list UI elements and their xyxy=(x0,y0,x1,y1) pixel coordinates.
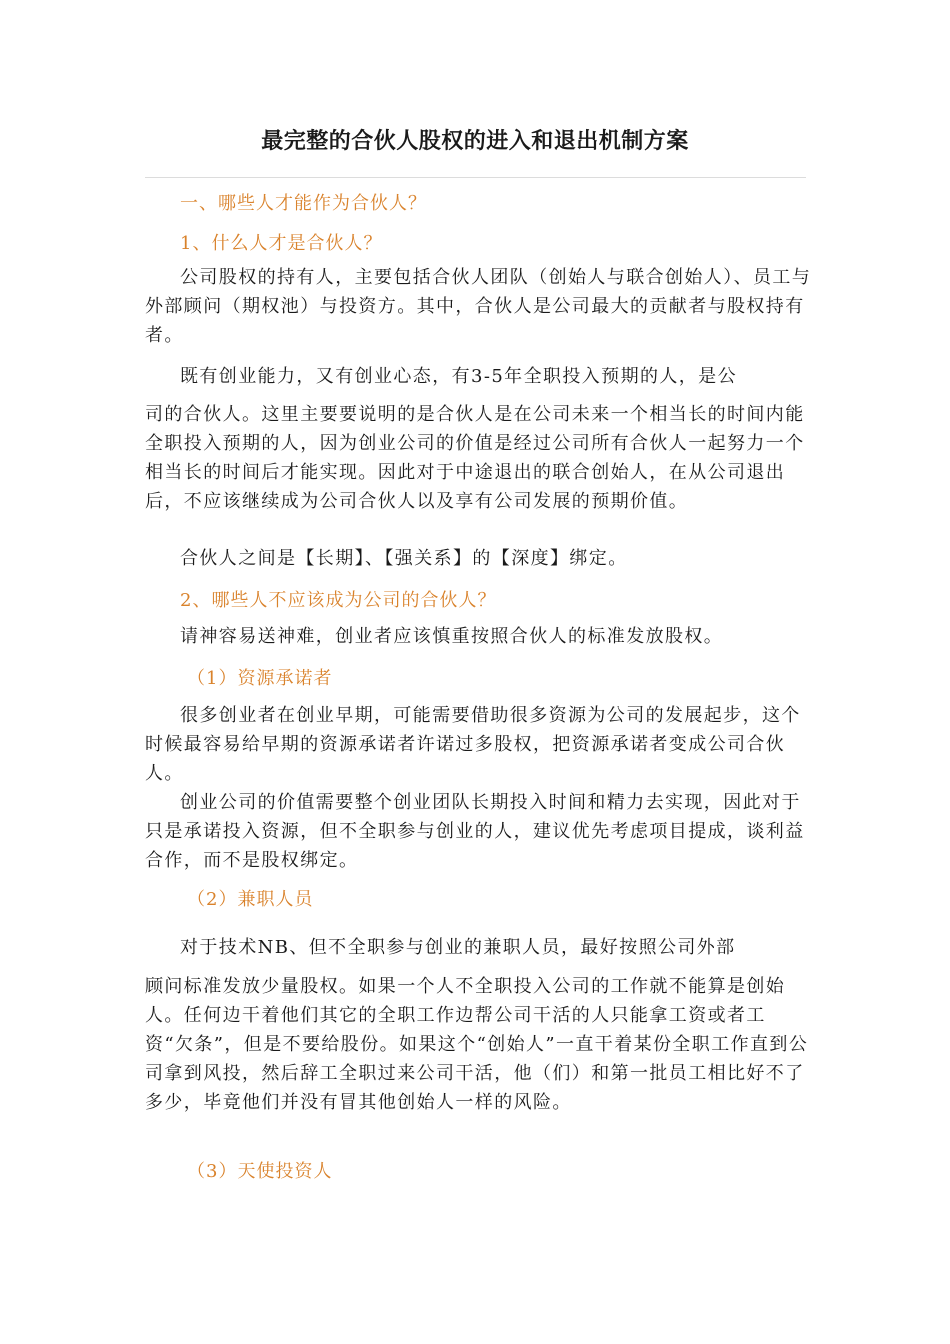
paragraph-part-time-rest: 顾问标准发放少量股权。如果一个人不全职投入公司的工作就不能算是创始人。任何边干着他们其它的全职工作边帮公司干活的人只能拿工资或者工资“欠条”，但是不要给股份。如果这个“创始人”一直干着某份全职工作直到公司拿到风投，然后辞工全职过来公司干活，他（们）和第一批员工相比好不了多少，毕竟他们并没有冒其他创始人一样的风险。 xyxy=(145,976,809,1113)
paragraph-partner-definition-rest: 司的合伙人。这里主要要说明的是合伙人是在公司未来一个相当长的时间内能全职投入预期的人，因为创业公司的价值是经过公司所有合伙人一起努力一个相当长的时间后才能实现。因此对于中途退出的联合创始人，在从公司退出后，不应该继续成为公司合伙人以及享有公司发展的预期价值。 xyxy=(145,404,805,512)
paragraph-partner-definition-line1: 既有创业能力，又有创业心态，有3-5年全职投入预期的人，是公 xyxy=(180,366,737,387)
paragraph-shareholders: 公司股权的持有人，主要包括合伙人团队（创始人与联合创始人）、员工与外部顾问（期权池）与投资方。其中，合伙人是公司最大的贡献者与股权持有者。 xyxy=(145,267,812,346)
document-title: 最完整的合伙人股权的进入和退出机制方案 xyxy=(261,129,689,154)
item-heading-resource-promiser: （1）资源承诺者 xyxy=(187,668,333,689)
paragraph-resource-promiser-2: 创业公司的价值需要整个创业团队长期投入时间和精力去实现，因此对于只是承诺投入资源，但不全职参与创业的人，建议优先考虑项目提成，谈利益合作，而不是股权绑定。 xyxy=(145,792,805,871)
paragraph-part-time-line1: 对于技术NB、但不全职参与创业的兼职人员，最好按照公司外部 xyxy=(180,937,736,958)
paragraph-resource-promiser-1: 很多创业者在创业早期，可能需要借助很多资源为公司的发展起步，这个时候最容易给早期的资源承诺者许诺过多股权，把资源承诺者变成公司合伙人。 xyxy=(145,705,801,784)
item-heading-part-time: （2）兼职人员 xyxy=(187,889,314,910)
paragraph-caution: 请神容易送神难，创业者应该慎重按照合伙人的标准发放股权。 xyxy=(180,626,724,647)
subsection-heading-1: 1、什么人才是合伙人？ xyxy=(180,233,383,254)
paragraph-binding: 合伙人之间是【长期】、【强关系】的【深度】绑定。 xyxy=(180,548,628,569)
title-divider xyxy=(145,177,806,178)
section-heading-1: 一、哪些人才能作为合伙人？ xyxy=(180,193,427,214)
item-heading-angel-investor: （3）天使投资人 xyxy=(187,1161,333,1182)
subsection-heading-2: 2、哪些人不应该成为公司的合伙人？ xyxy=(180,590,497,611)
